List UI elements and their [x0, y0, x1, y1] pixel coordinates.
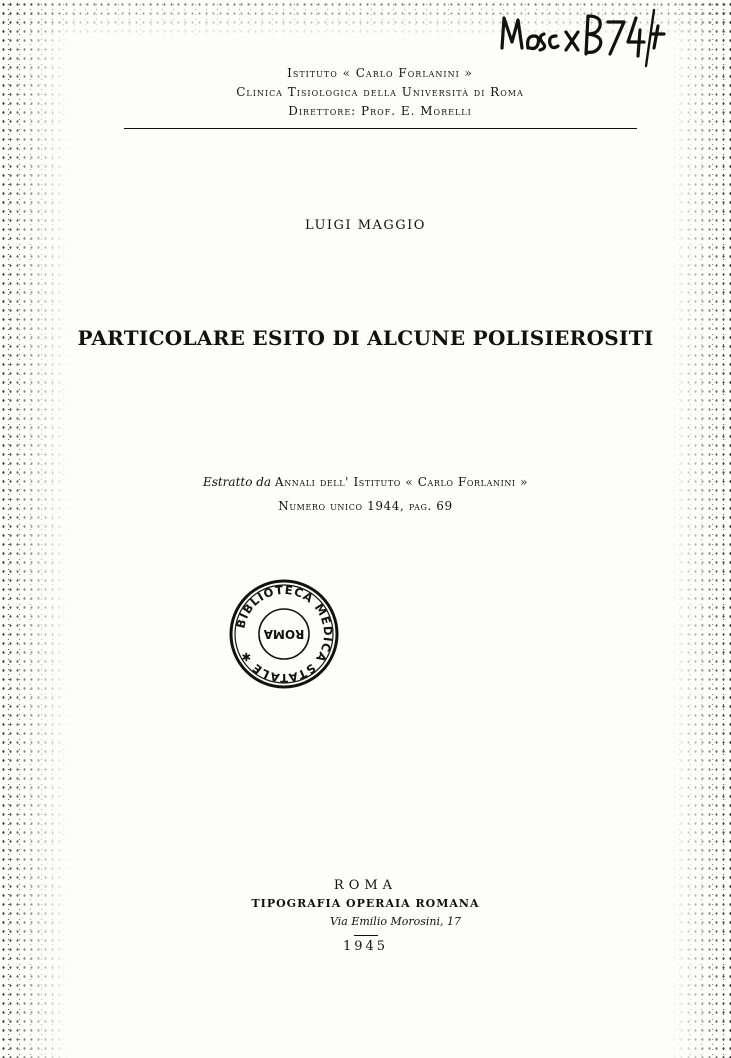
imprint-city: ROMA: [333, 878, 398, 893]
handwritten-catalog-note: [496, 8, 666, 68]
imprint-street: Via Emilio Morosini, 17: [330, 915, 461, 928]
author-name: LUIGI MAGGIO: [305, 218, 426, 233]
extract-journal: Annali dell' Istituto « Carlo Forlanini »: [274, 475, 529, 489]
extract-prefix: Estratto da: [202, 475, 272, 489]
extract-issue: Numero unico 1944, pag. 69: [278, 499, 453, 513]
extract-source: [0, 470, 731, 494]
header-rule: [124, 128, 637, 129]
imprint-rule: [354, 935, 378, 936]
header-director: Direttore: Prof. E. Morelli: [288, 104, 472, 118]
imprint-year: 1945: [342, 939, 389, 954]
document-title: PARTICOLARE ESITO DI ALCUNE POLISIEROSITI: [77, 326, 654, 350]
header-institute: Istituto « Carlo Forlanini »: [287, 66, 473, 80]
library-stamp: [228, 578, 340, 690]
extract-info: [0, 470, 731, 518]
svg-text:ROMA: ROMA: [263, 627, 305, 641]
imprint-press: TIPOGRAFIA OPERAIA ROMANA: [251, 897, 480, 910]
svg-text:BIBLIOTECA MEDICA STATALE ✱: BIBLIOTECA MEDICA STATALE ✱: [233, 582, 336, 686]
institution-header: [120, 64, 640, 121]
imprint: [0, 877, 731, 956]
header-clinic: Clinica Tisiologica della Università di Roma: [236, 85, 524, 99]
